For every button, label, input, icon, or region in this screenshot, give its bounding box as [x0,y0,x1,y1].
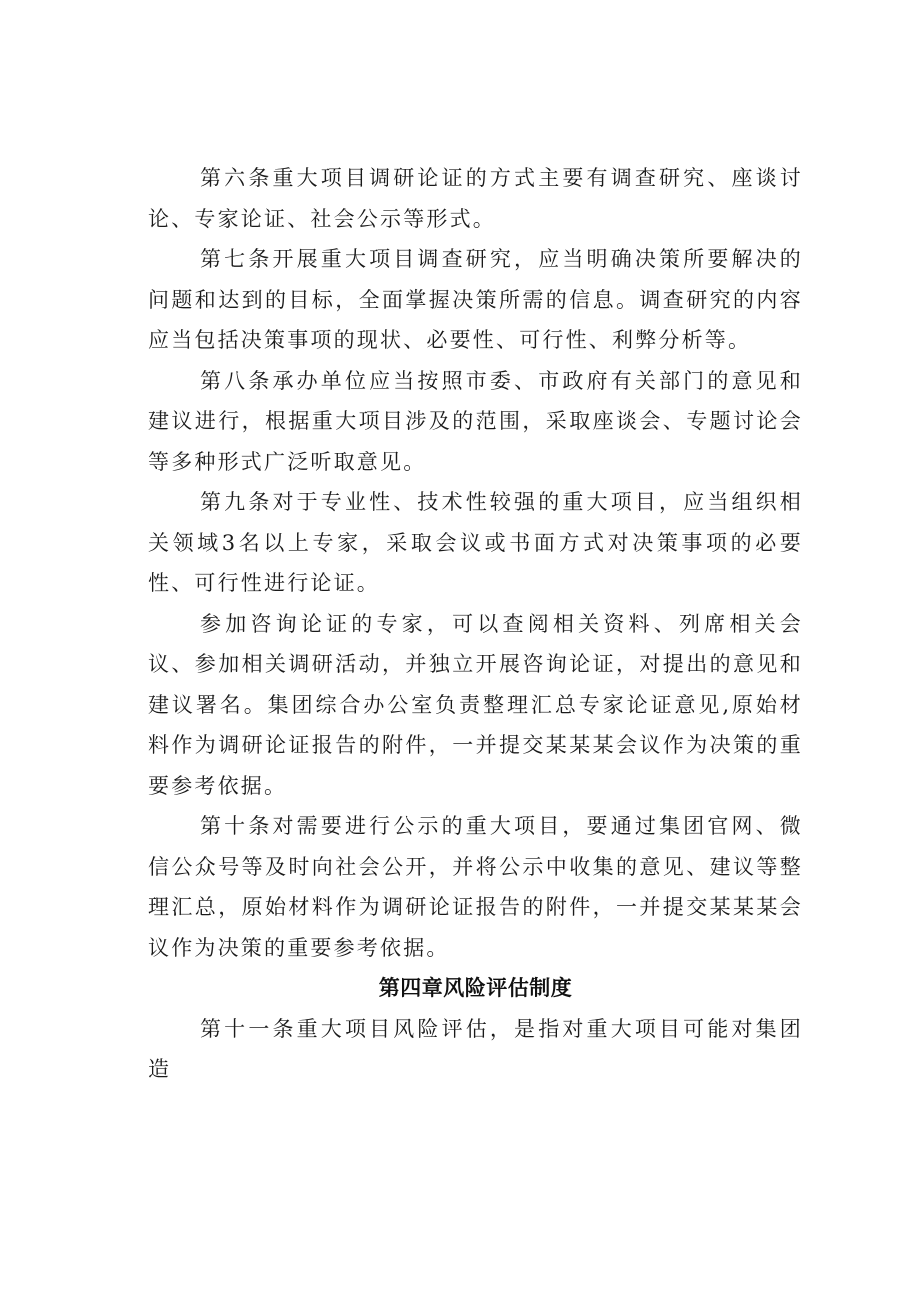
article-10-paragraph: 第十条对需要进行公示的重大项目，要通过集团官网、微信公众号等及时向社会公开，并将公示中收集的意见、建议等整理汇总，原始材料作为调研论证报告的附件，一并提交某某某会议作为决策的重要参考依据。 [148,814,803,960]
article-11-paragraph: 第十一条重大项目风险评估，是指对重大项目可能对集团造 [148,1016,803,1081]
article-9-paragraph: 第九条对于专业性、技术性较强的重大项目，应当组织相关领域3名以上专家，采取会议或书面方式对决策事项的必要性、可行性进行论证。 [148,490,803,595]
document-page [148,158,803,1090]
article-7-paragraph: 第七条开展重大项目调查研究，应当明确决策所要解决的问题和达到的目标，全面掌握决策所需的信息。调查研究的内容应当包括决策事项的现状、必要性、可行性、利弊分析等。 [148,247,803,352]
article-8-paragraph: 第八条承办单位应当按照市委、市政府有关部门的意见和建议进行，根据重大项目涉及的范围，采取座谈会、专题讨论会等多种形式广泛听取意见。 [148,368,803,474]
chapter-heading: 第四章风险评估制度 [378,976,573,1000]
expert-consultation-paragraph: 参加咨询论证的专家，可以查阅相关资料、列席相关会议、参加相关调研活动，并独立开展咨询论证，对提出的意见和建议署名。集团综合办公室负责整理汇总专家论证意见,原始材料作为调研论证报告的附件，一并提交某某某会议作为决策的重要参考依据。 [148,611,803,798]
article-6-paragraph: 第六条重大项目调研论证的方式主要有调查研究、座谈讨论、专家论证、社会公示等形式。 [148,166,803,231]
